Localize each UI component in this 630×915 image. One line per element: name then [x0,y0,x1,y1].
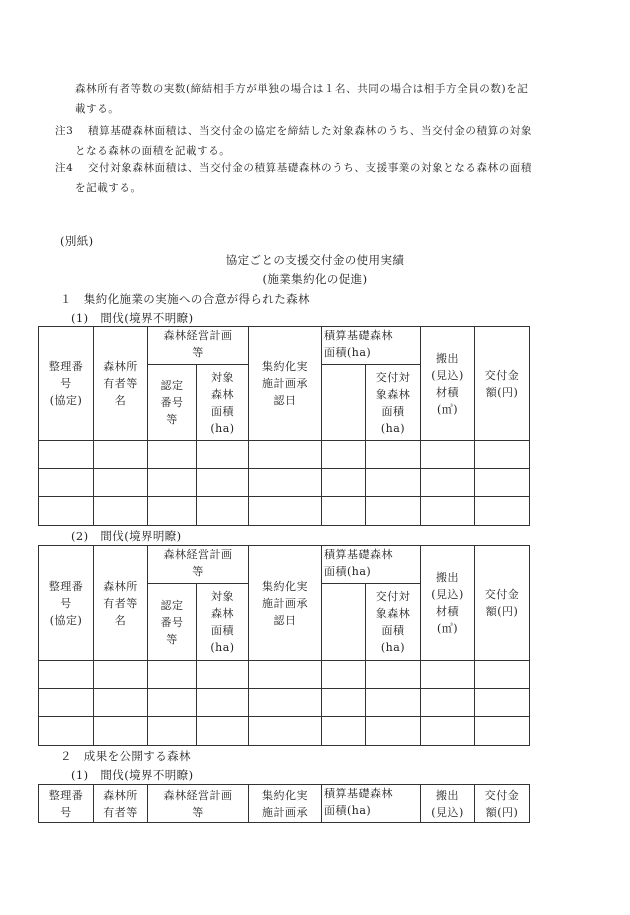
header-taisho: 対象 森林 面積 (ha) [197,584,249,661]
table-2-1 [38,784,530,823]
table-row [39,497,530,526]
header-sekisan-gap [322,584,366,661]
header-kofu-taisho: 交付対 象森林 面積 (ha) [366,365,421,441]
header-kofukin: 交付金 額(円) [475,546,530,661]
subsection-2-1-heading: (1) 間伐(境界不明瞭) [71,768,194,782]
header-shuyaku: 集約化実 施計画承 [249,785,322,823]
table-1-1 [38,326,530,526]
doc-subtitle: (施業集約化の促進) [262,272,368,286]
note3-line2: となる森林の面積を記載する。 [75,145,231,157]
header-kofukin: 交付金 額(円) [475,327,530,441]
header-nintei: 認定 番号 等 [148,584,197,661]
header-hanshutsu: 搬出 (見込) 材積 (㎥) [421,546,475,661]
header-hanshutsu: 搬出 (見込) [421,785,475,823]
table-row [39,441,530,469]
note4-line1: 交付対象森林面積は、当交付金の積算基礎森林のうち、支援事業の対象となる森林の面積 [88,162,532,174]
header-shuyaku: 集約化実 施計画承 認日 [249,327,322,441]
attachment-label: (別紙) [60,234,94,248]
subsection-1-2-heading: (2) 間伐(境界明瞭) [71,529,182,543]
header-sekisan: 積算基礎森林 面積(ha) [322,327,421,365]
header-keikaku: 森林経営計画 等 [148,785,249,823]
section-1-heading: １ 集約化施業の実施への合意が得られた森林 [60,292,310,306]
section-2-heading: ２ 成果を公開する森林 [60,749,191,763]
header-kofukin: 交付金 額(円) [475,785,530,823]
header-keikaku: 森林経営計画 等 [148,546,249,584]
header-shoyu: 森林所 有者等 名 [94,327,148,441]
note4-tag: 注4 [55,162,74,174]
header-nintei: 認定 番号 等 [148,365,197,441]
header-shoyu: 森林所 有者等 [94,785,148,823]
table-row [39,717,530,746]
header-keikaku: 森林経営計画 等 [148,327,249,365]
header-kofu-taisho: 交付対 象森林 面積 (ha) [366,584,421,661]
header-shoyu: 森林所 有者等 名 [94,546,148,661]
header-seiri: 整理番 号 (協定) [39,546,94,661]
header-seiri: 整理番 号 [39,785,94,823]
table-row [39,689,530,717]
table-1-2 [38,545,530,746]
header-sekisan: 積算基礎森林 面積(ha) [322,546,421,584]
note4-line2: を記載する。 [75,182,142,194]
header-seiri: 整理番 号 (協定) [39,327,94,441]
note2-line2: 載する。 [75,103,120,115]
header-taisho: 対象 森林 面積 (ha) [197,365,249,441]
header-sekisan-gap [322,365,366,441]
note3-line1: 積算基礎森林面積は、当交付金の協定を締結した対象森林のうち、当交付金の積算の対象 [88,125,532,137]
table-row [39,469,530,497]
subsection-1-1-heading: (1) 間伐(境界不明瞭) [71,311,194,325]
header-shuyaku: 集約化実 施計画承 認日 [249,546,322,661]
table-row [39,661,530,689]
header-sekisan: 積算基礎森林 面積(ha) [322,785,421,823]
header-hanshutsu: 搬出 (見込) 材積 (㎥) [421,327,475,441]
doc-title: 協定ごとの支援交付金の使用実績 [225,253,405,267]
note2-line1: 森林所有者等数の実数(締結相手方が単独の場合は１名、共同の場合は相手方全員の数)を記 [75,83,529,95]
note3-tag: 注3 [55,125,74,137]
